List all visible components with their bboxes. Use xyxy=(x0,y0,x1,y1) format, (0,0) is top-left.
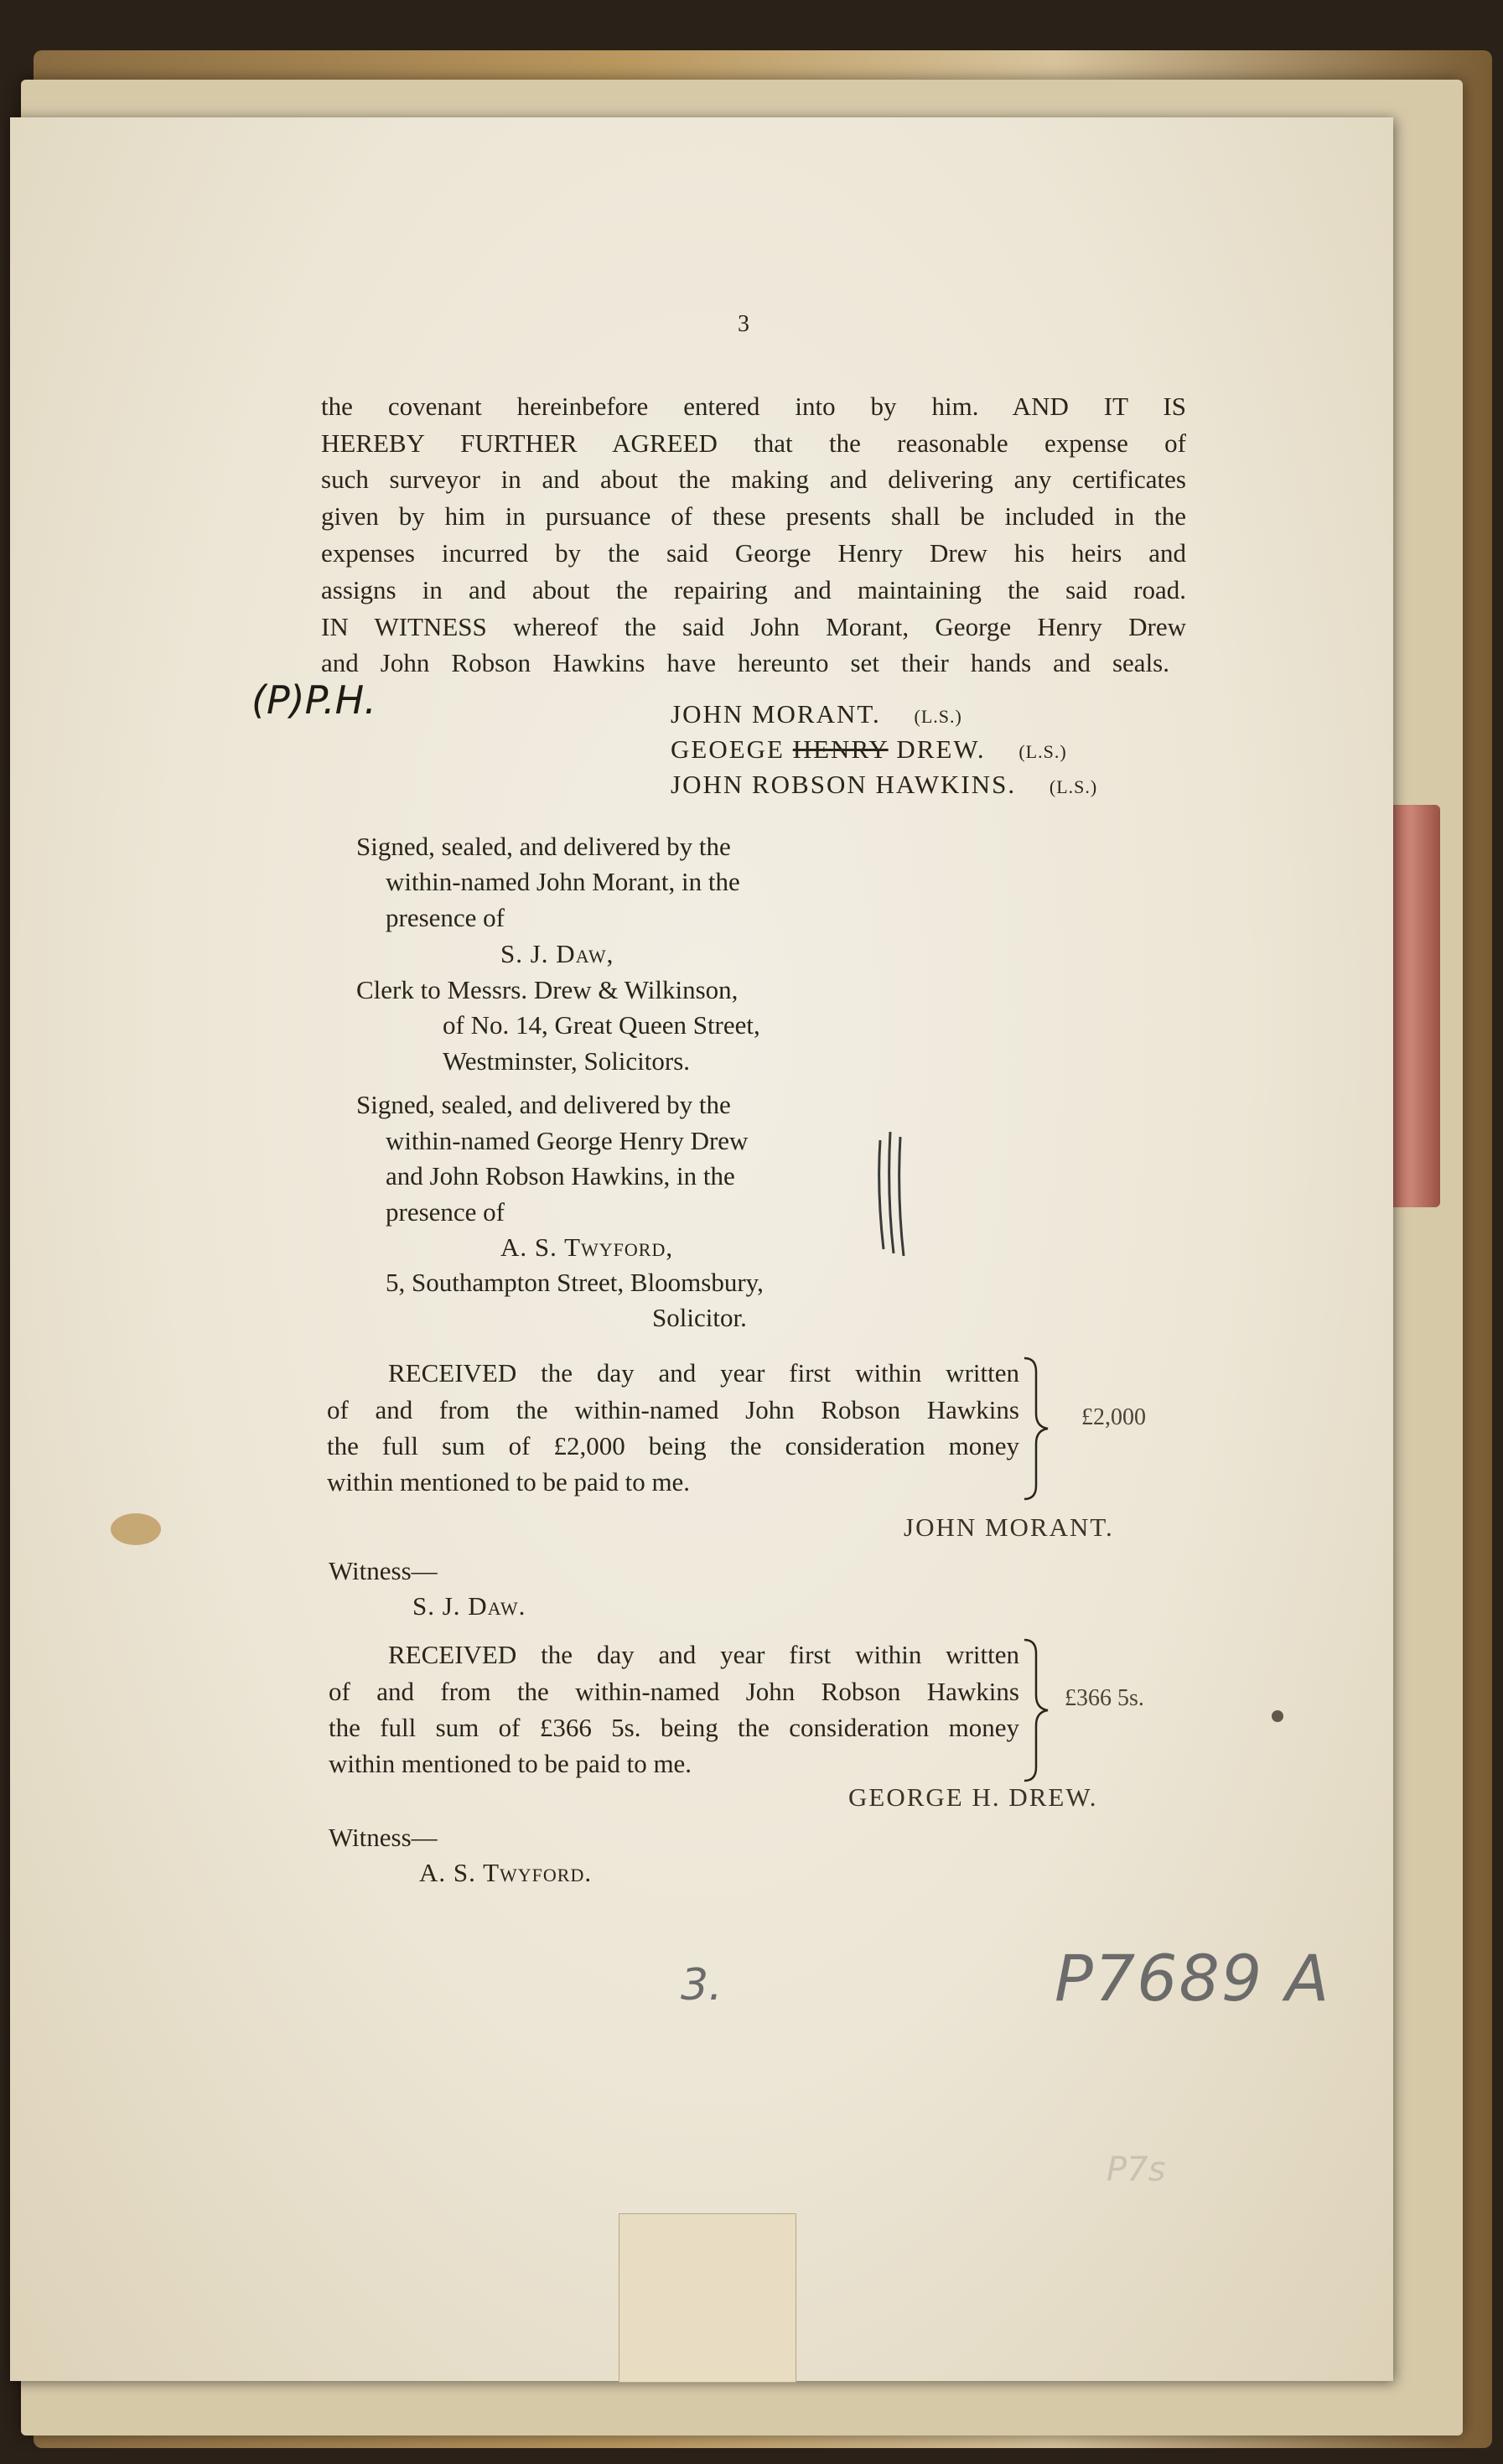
signatory-name-text: JOHN ROBSON HAWKINS. xyxy=(671,770,1017,799)
receipt-amount: £2,000 xyxy=(1081,1404,1146,1430)
body-line: the covenant hereinbefore entered into by him. AND IT IS xyxy=(321,392,1186,421)
seal-mark: (L.S.) xyxy=(1018,741,1067,762)
attestation-line: presence of xyxy=(386,903,505,932)
witness-label: Witness— xyxy=(329,1823,438,1852)
body-line: given by him in pursuance of these presents shall be included in the xyxy=(321,501,1186,531)
receipt-line: the full sum of £366 5s. being the consideration money xyxy=(329,1713,1019,1742)
body-line: and John Robson Hawkins have hereunto set their hands and seals. xyxy=(321,648,1169,677)
pencil-strokes xyxy=(872,1132,914,1258)
handwritten-faint-note: P7s xyxy=(1107,2150,1166,2189)
body-line: assigns in and about the repairing and maintaining the said road. xyxy=(321,575,1186,604)
attestation-line: and John Robson Hawkins, in the xyxy=(386,1161,735,1191)
handwritten-initials: (P)P.H. xyxy=(251,677,376,723)
receipt-amount: £366 5s. xyxy=(1065,1685,1144,1711)
attestation-line: Signed, sealed, and delivered by the xyxy=(356,1090,731,1119)
attestation-line: 5, Southampton Street, Bloomsbury, xyxy=(386,1268,764,1297)
ink-spot xyxy=(1272,1710,1283,1722)
receipt-signature: JOHN MORANT. xyxy=(904,1512,1114,1542)
seal-mark: (L.S.) xyxy=(1049,776,1098,797)
witness-name: A. S. Twyford, xyxy=(500,1232,674,1262)
signatory-name-text: JOHN MORANT. xyxy=(671,699,881,729)
receipt-line: RECEIVED the day and year first within written xyxy=(388,1358,1019,1388)
witness-name: A. S. Twyford. xyxy=(419,1858,593,1887)
struck-word: HENRY xyxy=(792,734,889,764)
receipt-line: of and from the within-named John Robson Hawkins xyxy=(329,1677,1019,1706)
signatory-name xyxy=(671,696,962,735)
attestation-line: within-named John Morant, in the xyxy=(386,867,740,896)
witness-label: Witness— xyxy=(329,1556,438,1585)
signatory-name xyxy=(671,766,1097,806)
body-line: HEREBY FURTHER AGREED that the reasonable expense of xyxy=(321,428,1186,458)
receipt-signature: GEORGE H. DREW. xyxy=(848,1782,1098,1812)
page-number: 3 xyxy=(738,311,749,337)
paper-tab-bottom xyxy=(619,2213,796,2383)
receipt-line: within mentioned to be paid to me. xyxy=(329,1749,692,1778)
handwritten-page-number: 3. xyxy=(681,1960,723,2010)
attestation-line: Solicitor. xyxy=(652,1303,747,1332)
body-line: expenses incurred by the said George Henry Drew his heirs and xyxy=(321,538,1186,568)
signatory-name xyxy=(671,731,1067,770)
attestation-line: Clerk to Messrs. Drew & Wilkinson, xyxy=(356,975,739,1004)
attestation-line: Westminster, Solicitors. xyxy=(443,1046,691,1076)
attestation-line: within-named George Henry Drew xyxy=(386,1126,749,1155)
body-line: such surveyor in and about the making and delivering any certificates xyxy=(321,464,1186,494)
witness-name: S. J. Daw. xyxy=(412,1591,526,1621)
curly-brace xyxy=(1021,1637,1055,1784)
receipt-line: the full sum of £2,000 being the consideration money xyxy=(327,1431,1019,1460)
handwritten-reference-number: P7689 A xyxy=(1055,1941,1331,2015)
attestation-line: presence of xyxy=(386,1197,505,1227)
seal-mark: (L.S.) xyxy=(914,706,962,727)
receipt-line: within mentioned to be paid to me. xyxy=(327,1467,691,1497)
attestation-line: Signed, sealed, and delivered by the xyxy=(356,832,731,861)
signatory-name-text: DREW. xyxy=(888,734,986,764)
curly-brace xyxy=(1021,1355,1055,1502)
receipt-line: of and from the within-named John Robson Hawkins xyxy=(327,1395,1019,1424)
ink-stain xyxy=(111,1513,161,1545)
body-line: IN WITNESS whereof the said John Morant, George Henry Drew xyxy=(321,612,1186,641)
attestation-line: of No. 14, Great Queen Street, xyxy=(443,1010,760,1040)
witness-name: S. J. Daw, xyxy=(500,939,614,968)
signatory-name-text: GEOEGE xyxy=(671,734,793,764)
receipt-line: RECEIVED the day and year first within written xyxy=(388,1640,1019,1669)
